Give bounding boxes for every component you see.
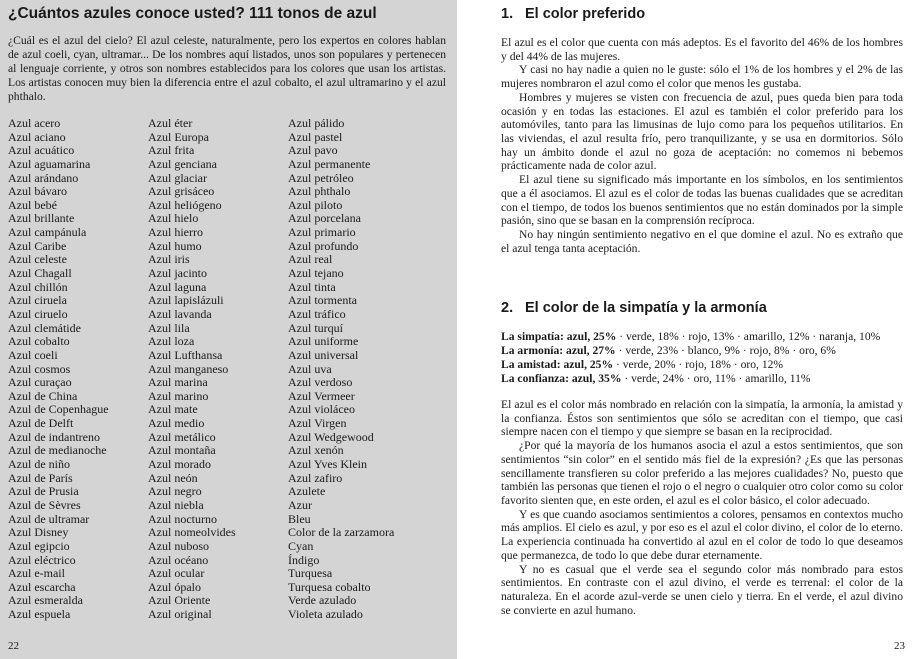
color-name-item: Azul heliógeno (148, 197, 222, 212)
color-name-item: Verde azulado (288, 593, 357, 608)
color-name-item: Azul frita (148, 143, 195, 158)
color-name-item: Azul marina (148, 375, 208, 390)
color-name-item: Turquesa (288, 566, 333, 581)
color-name-item: Azul montaña (148, 443, 216, 458)
color-name-item: Azul coeli (8, 347, 58, 362)
color-name-item: Azul tejano (288, 266, 344, 281)
section-2-paragraph: Y no es casual que el verde sea el segundo color más nombrado para estos sentimientos. En contraste con el azul divino, el verde es terrenal: el color de la naturaleza. En el acorde azul-verde se unen cielo y tierra. En el verde, el azul divino se convierte en azul humano. (501, 562, 903, 617)
color-name-item: Azul esmeralda (8, 593, 83, 608)
color-name-item: Azul de medianoche (8, 443, 107, 458)
survey-stats (501, 330, 903, 386)
color-name-item: Azul Wedgewood (288, 429, 374, 444)
color-name-item: Azul ciruelo (8, 306, 68, 321)
color-name-item: Azul ciruela (8, 293, 67, 308)
color-name-item: Azul hierro (148, 225, 203, 240)
color-name-item: Azul cobalto (8, 334, 70, 349)
color-name-item: Azul de Copenhague (8, 402, 109, 417)
section-2-heading (501, 300, 767, 316)
color-name-item: Azul nocturno (148, 511, 217, 526)
stat-label: La confianza: azul, 35% (501, 371, 622, 385)
color-name-item: Azul acero (8, 116, 61, 130)
color-name-item: Color de la zarzamora (288, 525, 395, 540)
color-name-item: Azul hielo (148, 211, 199, 226)
color-name-item: Azul nuboso (148, 538, 209, 553)
stat-label: La armonía: azul, 27% (501, 343, 616, 357)
color-name-item: Azul Chagall (8, 266, 72, 281)
color-name-item: Azul piloto (288, 197, 343, 212)
color-name-item: Azul iris (148, 252, 190, 267)
color-name-item: Azul arándano (8, 170, 79, 185)
color-name-item: Azul de Prusia (8, 484, 79, 499)
stat-row (501, 344, 903, 358)
color-name-item: Azul morado (148, 457, 211, 472)
color-name-item: Azul Lufthansa (148, 347, 223, 362)
color-name-item: Azul tráfico (288, 306, 346, 321)
section-2-paragraph: Y es que cuando asociamos sentimientos a colores, pensamos en contextos mucho más amplios. El cielo es azul, y por eso es el azul el color divino, el color de lo eterno. La experiencia continuada ha convertido al azul en el color de todo lo que deseamos que permanezca, de todo lo que debe durar eternamente. (501, 507, 903, 562)
color-name-item: Azul xenón (288, 443, 344, 458)
left-page-title: ¿Cuántos azules conoce usted? 111 tonos de azul (8, 5, 377, 22)
color-name-item: Azul lapislázuli (148, 293, 224, 308)
color-name-item: Azul Caribe (8, 238, 67, 253)
color-name-item: Azul jacinto (148, 266, 207, 281)
color-name-item: Azul espuela (8, 607, 71, 622)
color-name-item: Azul de Sèvres (8, 497, 81, 512)
section-2-paragraph: El azul es el color más nombrado en relación con la simpatía, la armonía, la amistad y la confianza. Éstos son sentimientos que sólo se acreditan con el tiempo, que casi siempre nacen con el tiempo y que siempre se basan en la reciprocidad. (501, 398, 903, 439)
color-name-item: Azul bávaro (8, 184, 67, 199)
left-page-intro: ¿Cuál es el azul del cielo? El azul celeste, naturalmente, pero los expertos en colores hablan de azul coeli, cyan, ultramar... De los nombres aquí listados, unos son populares y pertenecen al lenguaje corriente, y otros son nombres establecidos para los colores que usan los artistas. Los artistas conocen muy bien la diferencia entre el azul cobalto, el azul ultramarino y el azul phthalo. (8, 34, 446, 104)
section-1-paragraph: El azul es el color que cuenta con más adeptos. Es el favorito del 46% de los hombres y del 44% de las mujeres. (501, 36, 903, 63)
color-name-item: Azul chillón (8, 279, 68, 294)
color-name-item: Azul lavanda (148, 306, 212, 321)
section-2-title: El color de la simpatía y la armonía (525, 300, 767, 316)
color-name-item: Azul niebla (148, 497, 204, 512)
color-name-item: Azul océano (148, 552, 209, 567)
stat-values: · verde, 24% · oro, 11% · amarillo, 11% (621, 371, 811, 385)
color-name-item: Azul de indantreno (8, 429, 100, 444)
stat-values: · verde, 20% · rojo, 18% · oro, 12% (613, 357, 784, 371)
section-1-number: 1. (501, 6, 514, 22)
section-1-paragraph: Y casi no hay nadie a quien no le guste: sólo el 1% de los hombres y el 2% de las mujeres nombraron el azul como el color que menos les gustaba. (501, 63, 903, 91)
color-name-item: Azul universal (288, 347, 359, 362)
color-name-item: Azul lila (148, 320, 190, 335)
stat-values: · verde, 18% · rojo, 13% · amarillo, 12% · naranja, 10% (616, 330, 881, 343)
section-2-number: 2. (501, 300, 514, 316)
color-name-item: Azul clemátide (8, 320, 81, 335)
color-name-item: Azul metálico (148, 429, 216, 444)
section-2-paragraph: ¿Por qué la mayoría de los humanos asocia el azul a estos sentimientos, que son sentimientos “sin color” en el sentido más fiel de la expresión? ¿Es que las personas sencillamente transfieren su color preferido a las mejores cualidades? No, puesto que también las personas que tienen el rojo o el negro o cualquier otro color como su color favorito sienten que, en este orden, el azul es el color básico, el color adecuado. (501, 439, 903, 508)
color-name-item: Azul petróleo (288, 170, 354, 185)
color-name-item: Azul marino (148, 388, 209, 403)
color-name-item: Azul eléctrico (8, 552, 76, 567)
color-name-item: Azul campánula (8, 225, 87, 240)
section-1-heading (501, 6, 645, 22)
color-name-item: Azul aciano (8, 129, 66, 144)
color-name-item: Azul laguna (148, 279, 207, 294)
color-name-item: Turquesa cobalto (288, 579, 371, 594)
color-name-item: Azul zafiro (288, 470, 343, 485)
color-name-item: Azul primario (288, 225, 356, 240)
color-name-item: Azul éter (148, 116, 193, 130)
color-name-item: Azul de ultramar (8, 511, 90, 526)
color-name-item: Azul de Delft (8, 416, 74, 431)
color-name-item: Azul acuático (8, 143, 75, 158)
color-list-column-2 (148, 117, 236, 622)
section-1-body (501, 36, 903, 256)
color-name-item: Azul tormenta (288, 293, 357, 308)
color-name-item: Azul egipcio (8, 538, 70, 553)
color-name-item: Azul verdoso (288, 375, 353, 390)
section-2-body (501, 398, 903, 618)
color-name-item: Azul violáceo (288, 402, 355, 417)
stat-row (501, 372, 903, 386)
color-name-item: Azul glaciar (148, 170, 207, 185)
color-name-item: Azul bebé (8, 197, 57, 212)
color-name-item: Azulete (288, 484, 326, 499)
color-name-item: Azul manganeso (148, 361, 229, 376)
stat-row (501, 358, 903, 372)
color-name-item: Bleu (288, 511, 311, 526)
color-name-item: Cyan (288, 538, 314, 553)
color-name-item: Azul Europa (148, 129, 209, 144)
color-name-item: Azul celeste (8, 252, 67, 267)
color-name-item: Índigo (288, 552, 320, 567)
color-name-item: Azul original (148, 607, 212, 622)
color-name-item: Azul e-mail (8, 566, 65, 581)
color-name-item: Azul pastel (288, 129, 343, 144)
color-name-item: Azul Virgen (288, 416, 347, 431)
color-name-item: Azul aguamarina (8, 156, 91, 171)
color-name-item: Azul Yves Klein (288, 457, 368, 472)
color-name-item: Azul Oriente (148, 593, 211, 608)
color-name-item: Azul Vermeer (288, 388, 355, 403)
color-name-item: Azul uniforme (288, 334, 359, 349)
color-name-item: Azul de niño (8, 457, 70, 472)
section-1-paragraph: El azul tiene su significado más importante en los símbolos, en los sentimientos que a él asociamos. El azul es el color de todas las buenas cualidades que se acreditan con el tiempo, de todos los buenos sentimientos que no están dominados por la simple pasión, sino que se basan en la comprensión recíproca. (501, 173, 903, 228)
color-name-item: Azul cosmos (8, 361, 71, 376)
stat-label: La simpatía: azul, 25% (501, 330, 617, 343)
color-name-item: Azul profundo (288, 238, 359, 253)
color-name-item: Azul brillante (8, 211, 75, 226)
color-name-item: Azul phthalo (288, 184, 351, 199)
stat-values: · verde, 23% · blanco, 9% · rojo, 8% · oro, 6% (615, 343, 836, 357)
color-name-item: Azul grisáceo (148, 184, 215, 199)
color-list-column-3 (288, 117, 394, 622)
section-1-paragraph: No hay ningún sentimiento negativo en el que domine el azul. No es extraño que el azul tenga tanta aceptación. (501, 228, 903, 255)
color-name-item: Azul ocular (148, 566, 205, 581)
color-name-item: Azul pavo (288, 143, 338, 158)
color-name-item: Azul real (288, 252, 333, 267)
color-name-item: Azul loza (148, 334, 195, 349)
color-name-item: Azul escarcha (8, 579, 76, 594)
color-name-item: Azul permanente (288, 156, 371, 171)
color-name-item: Azul de China (8, 388, 78, 403)
color-name-item: Azul ópalo (148, 579, 201, 594)
color-name-item: Azul medio (148, 416, 205, 431)
color-name-item: Azul porcelana (288, 211, 361, 226)
stat-label: La amistad: azul, 25% (501, 357, 614, 371)
color-name-item: Azul mate (148, 402, 198, 417)
page-number-left: 22 (8, 640, 19, 652)
color-name-item: Azul curaçao (8, 375, 72, 390)
page-number-right: 23 (894, 640, 905, 652)
color-list-column-1 (8, 117, 109, 622)
color-name-item: Violeta azulado (288, 607, 363, 622)
color-name-item: Azul uva (288, 361, 332, 376)
color-name-item: Azul nomeolvides (148, 525, 236, 540)
color-name-item: Azul de París (8, 470, 73, 485)
color-name-item: Azul negro (148, 484, 202, 499)
section-1-title: El color preferido (525, 6, 646, 22)
color-name-item: Azul neón (148, 470, 198, 485)
color-name-item: Azul humo (148, 238, 202, 253)
color-name-item: Azur (288, 497, 312, 512)
color-name-item: Azul tinta (288, 279, 336, 294)
color-name-item: Azul genciana (148, 156, 217, 171)
color-name-item: Azul pálido (288, 116, 345, 130)
right-page (457, 0, 913, 659)
section-1-paragraph: Hombres y mujeres se visten con frecuencia de azul, pues queda bien para toda ocasión y en todas las estaciones. El azul es también el color preferido para los automóviles, tanto para las limusinas de lujo como para los pequeños utilitarios. En las viviendas, el azul resulta frío, pero tranquilizante, y se usa en dormitorios. Sólo hay un ámbito donde el azul no goza de aceptación: no comemos ni bebemos prácticamente nada de color azul. (501, 90, 903, 173)
color-name-item: Azul turquí (288, 320, 343, 335)
stat-row (501, 330, 903, 344)
color-name-item: Azul Disney (8, 525, 69, 540)
